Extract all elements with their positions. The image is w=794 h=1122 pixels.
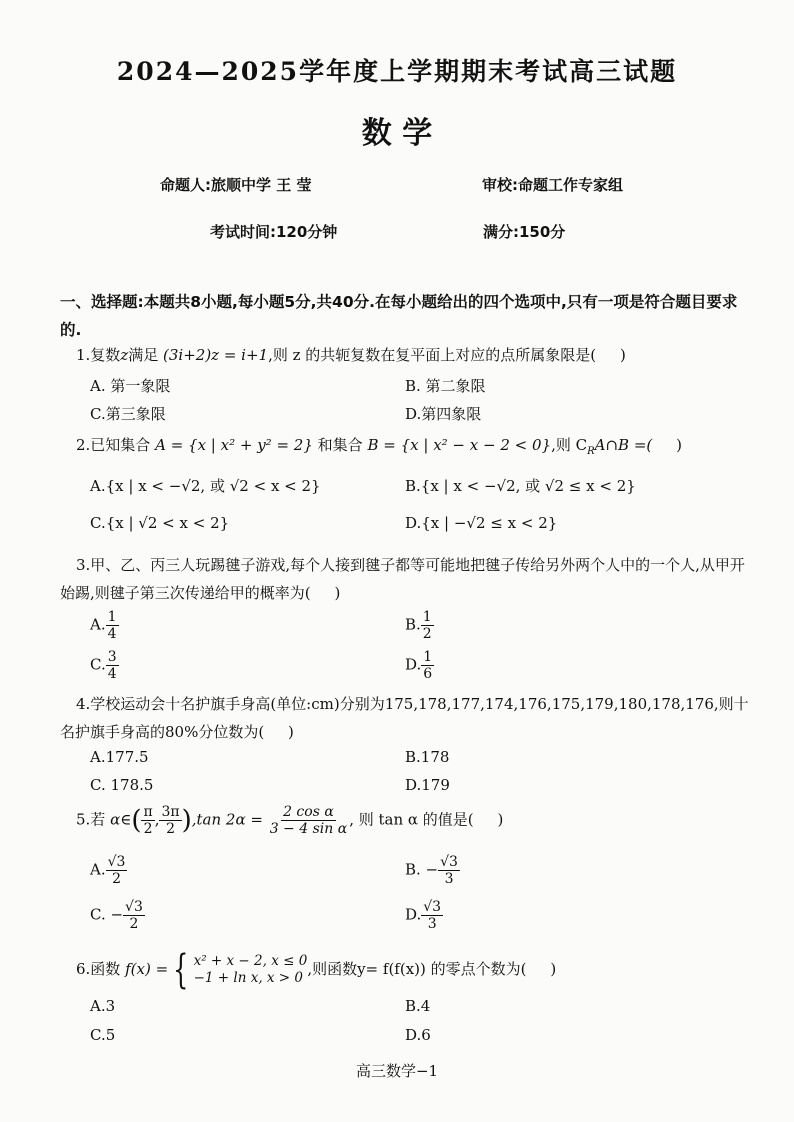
q5-alpha-in: α∈ — [110, 810, 132, 829]
q5-rhs-fraction — [268, 805, 349, 836]
q2-mid: 和集合 — [317, 436, 363, 454]
q3-b-fraction — [421, 610, 434, 641]
q6-piecewise-brace: { — [173, 947, 189, 993]
q5-option-d — [405, 900, 443, 931]
q3-b-label: B. — [405, 615, 421, 634]
q5-a-fraction — [106, 855, 128, 886]
q5-pi-den: 2 — [143, 821, 153, 837]
q5-rest: , 则 tan α 的值是( — [349, 810, 474, 829]
q5-b-den: 3 — [444, 871, 454, 887]
q3-a-fraction — [106, 610, 119, 641]
q5-a-num: √3 — [107, 854, 126, 870]
q3-option-a — [90, 610, 119, 641]
question-5: 5.若 α∈( $\frac{\pi}{2}$ , $\frac{3\pi}{2}$ ),tan 2α = $\frac{\text{2 cos α}}{\text{3 − 4 sin α}}$ , 则 tan α 的值是( ) — [76, 804, 504, 837]
question-1 — [76, 344, 626, 365]
q3-close: ) — [334, 584, 341, 602]
q1-option-b: B. 第二象限 — [405, 377, 486, 395]
q4-option-b: B.178 — [405, 748, 450, 766]
q5-option-c — [90, 900, 145, 931]
section-heading: 一、选择题:本题共8小题,每小题5分,共40分.在每小题给出的四个选项中,只有一项是符合题目要求的. — [60, 293, 738, 339]
q3-option-c — [90, 650, 119, 681]
q4-option-c: C. 178.5 — [90, 776, 154, 794]
q5-pi3-num: 3π — [161, 804, 180, 820]
q5-rhs-num: 2 cos α — [283, 804, 334, 820]
q1-prefix: 1.复数 — [76, 346, 121, 364]
q4-option-d: D.179 — [405, 776, 450, 794]
q6-option-d: D.6 — [405, 1026, 431, 1044]
q5-right-paren: ) — [181, 805, 192, 836]
q2-set-b: B = {x | x² − x − 2 < 0} — [367, 436, 552, 454]
q5-prefix: 5.若 — [76, 810, 106, 829]
q5-c-den: 2 — [129, 916, 139, 932]
q3-d-den: 6 — [423, 666, 433, 682]
q3-a-num: 1 — [107, 609, 117, 625]
q6-case-2: −1 + ln x, x > 0 — [193, 970, 304, 986]
q6-prefix: 6.函数 — [76, 960, 121, 978]
full-score: 满分:150分 — [483, 223, 566, 241]
q3-b-den: 2 — [422, 626, 432, 642]
q2-option-c: C.{x | √2 < x < 2} — [90, 514, 230, 532]
q1-option-a: A. 第一象限 — [90, 377, 171, 395]
q5-option-b — [405, 855, 460, 886]
q5-b-num: √3 — [440, 854, 458, 870]
q3-c-label: C. — [90, 655, 106, 674]
q6-close: ) — [550, 960, 557, 978]
q5-pi-num: π — [143, 804, 153, 820]
q5-rhs-den: 3 − 4 sin α — [269, 821, 348, 837]
q4-text: 4.学校运动会十名护旗手身高(单位:cm)分别为175,178,177,174,176,175,179,180,178,176,则十名护旗手身高的80%分位数为( — [60, 695, 749, 741]
q3-d-fraction — [421, 650, 434, 681]
q5-c-label: C. − — [90, 905, 124, 924]
q1-mid: 满足 — [128, 346, 159, 364]
q5-close: ) — [497, 810, 504, 829]
q6-case-1: x² + x − 2, x ≤ 0 — [193, 953, 308, 969]
q5-three-pi-half — [159, 805, 181, 836]
q4-option-a: A.177.5 — [90, 748, 149, 766]
q6-fx: f(x) = — [125, 960, 169, 978]
q5-d-label: D. — [405, 905, 422, 924]
q3-option-d — [405, 650, 434, 681]
exam-title: 2024—2025学年度上学期期末考试高三试题 — [116, 57, 678, 86]
q5-b-label: B. − — [405, 860, 439, 879]
q5-d-num: √3 — [423, 899, 442, 915]
q5-option-a — [90, 855, 127, 886]
q5-a-den: 2 — [112, 871, 121, 887]
q2-option-d: D.{x | −√2 ≤ x < 2} — [405, 514, 558, 532]
q3-a-label: A. — [90, 615, 106, 634]
q5-left-paren: ( — [131, 805, 142, 836]
author-line: 命题人:旅顺中学 王 莹 — [160, 176, 312, 194]
question-2 — [76, 434, 682, 457]
q5-tan2: ,tan 2α = — [191, 810, 263, 829]
reviewer-line: 审校:命题工作专家组 — [482, 176, 623, 194]
q3-a-den: 4 — [107, 626, 117, 642]
q2-close: ) — [676, 436, 682, 454]
question-3 — [60, 551, 750, 607]
q5-d-fraction — [421, 900, 443, 931]
q4-close: ) — [288, 723, 294, 741]
question-4 — [60, 690, 750, 746]
q5-c-num: √3 — [125, 899, 143, 915]
q5-pi3-den: 2 — [166, 821, 175, 837]
q5-pi-half — [141, 805, 154, 836]
q3-b-num: 1 — [422, 609, 432, 625]
q6-option-b: B.4 — [405, 997, 431, 1015]
exam-time: 考试时间:120分钟 — [210, 223, 338, 241]
q1-var: z — [120, 346, 129, 364]
q6-option-c: C.5 — [90, 1026, 116, 1044]
q2-set-a: A = {x | x² + y² = 2} — [155, 436, 313, 454]
q3-text: 3.甲、乙、丙三人玩踢毽子游戏,每个人接到毽子都等可能地把毽子传给另外两个人中的一个人,从甲开始踢,则毽子第三次传递给甲的概率为( — [60, 556, 745, 602]
q1-rest: ,则 z 的共轭复数在复平面上对应的点所属象限是( — [268, 346, 597, 364]
q6-piecewise — [194, 953, 308, 987]
q2-option-a: A.{x | x < −√2, 或 √2 < x < 2} — [90, 477, 321, 495]
q5-a-label: A. — [90, 860, 106, 879]
q6-rest: ,则函数y= f(f(x)) 的零点个数为( — [307, 960, 527, 978]
q2-tail: A∩B =( — [594, 436, 653, 454]
q1-close: ) — [620, 346, 626, 364]
q2-option-b: B.{x | x < −√2, 或 √2 ≤ x < 2} — [405, 477, 636, 495]
q5-d-den: 3 — [427, 916, 437, 932]
q2-prefix: 2.已知集合 — [76, 436, 151, 454]
q3-d-num: 1 — [423, 649, 433, 665]
q3-d-label: D. — [405, 655, 422, 674]
q5-c-fraction — [123, 900, 145, 931]
subject-title: 数 学 — [361, 116, 433, 151]
q1-option-d: D.第四象限 — [405, 405, 482, 423]
q1-option-c: C.第三象限 — [90, 405, 166, 423]
q3-c-fraction — [106, 650, 119, 681]
question-6 — [76, 947, 557, 993]
q3-c-den: 4 — [107, 666, 117, 682]
q2-rest: ,则 C — [551, 436, 588, 454]
q3-c-num: 3 — [107, 649, 117, 665]
q3-option-b — [405, 610, 434, 641]
q1-expression: (3i+2)z = i+1 — [163, 346, 269, 364]
q5-b-fraction — [438, 855, 460, 886]
q6-option-a: A.3 — [90, 997, 116, 1015]
q2-subscript: R — [587, 446, 595, 457]
page-footer: 高三数学−1 — [355, 1062, 439, 1080]
